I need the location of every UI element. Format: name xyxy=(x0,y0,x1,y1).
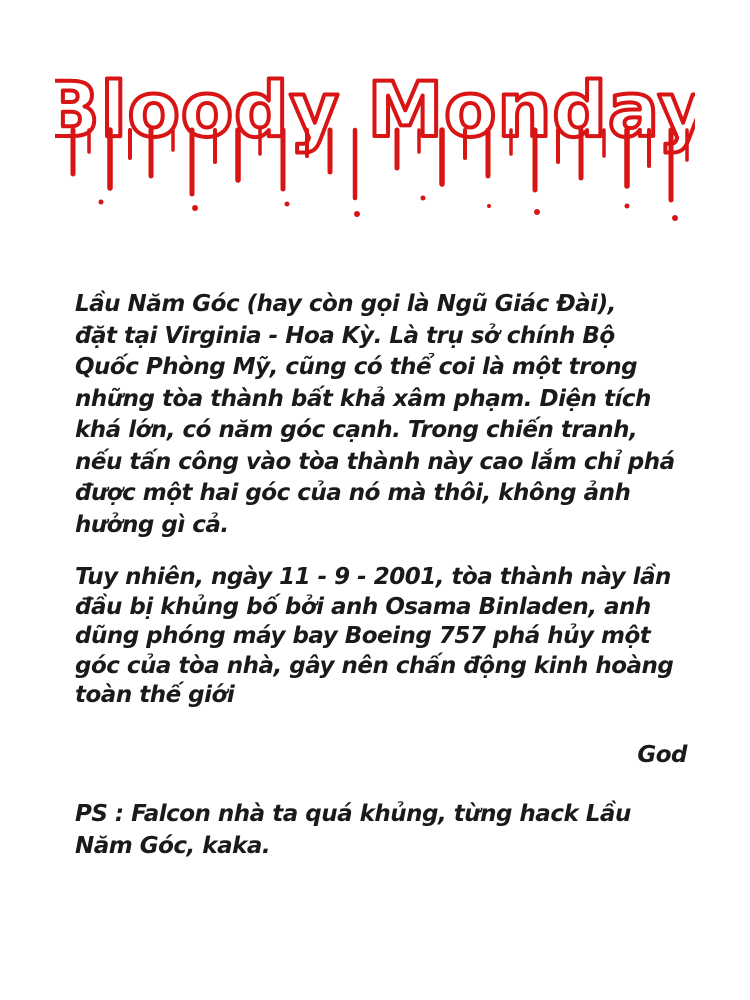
text-line: được một hai góc của nó mà thôi, không ảnh xyxy=(75,480,631,506)
text-line: PS : Falcon nhà ta quá khủng, từng hack Lầu xyxy=(75,801,631,827)
postscript xyxy=(75,799,687,862)
text-line: đặt tại Virginia - Hoa Kỳ. Là trụ sở chính Bộ xyxy=(75,322,615,349)
text-line: Năm Góc, kaka. xyxy=(75,832,271,859)
paragraph-pentagon-intro xyxy=(75,289,687,541)
blood-drops xyxy=(99,196,679,222)
text-line: khá lớn, có năm góc cạnh. Trong chiến tranh, xyxy=(75,417,638,443)
text-line: đầu bị khủng bố bởi anh Osama Binladen, anh xyxy=(75,593,651,620)
signature-text: God xyxy=(637,742,687,768)
text-line: những tòa thành bất khả xâm phạm. Diện tích xyxy=(75,385,651,412)
text-line: Tuy nhiên, ngày 11 - 9 - 2001, tòa thành này lần xyxy=(75,564,671,590)
page-title: Bloody Monday xyxy=(55,65,695,154)
text-line: góc của tòa nhà, gây nên chấn động kinh hoàng xyxy=(75,652,674,679)
signature xyxy=(75,740,687,772)
text-line: Lầu Năm Góc (hay còn gọi là Ngũ Giác Đài), xyxy=(75,291,616,317)
paragraph-attack-story xyxy=(75,563,687,711)
text-line: hưởng gì cả. xyxy=(75,511,229,538)
text-line: Quốc Phòng Mỹ, cũng có thể coi là một trong xyxy=(75,354,638,380)
bloody-title-block xyxy=(55,56,695,226)
bloody-title-art xyxy=(55,56,695,226)
text-line: dũng phóng máy bay Boeing 757 phá hủy một xyxy=(75,623,651,649)
text-line: nếu tấn công vào tòa thành này cao lắm chỉ phá xyxy=(75,448,675,475)
text-line: toàn thế giới xyxy=(75,682,235,708)
